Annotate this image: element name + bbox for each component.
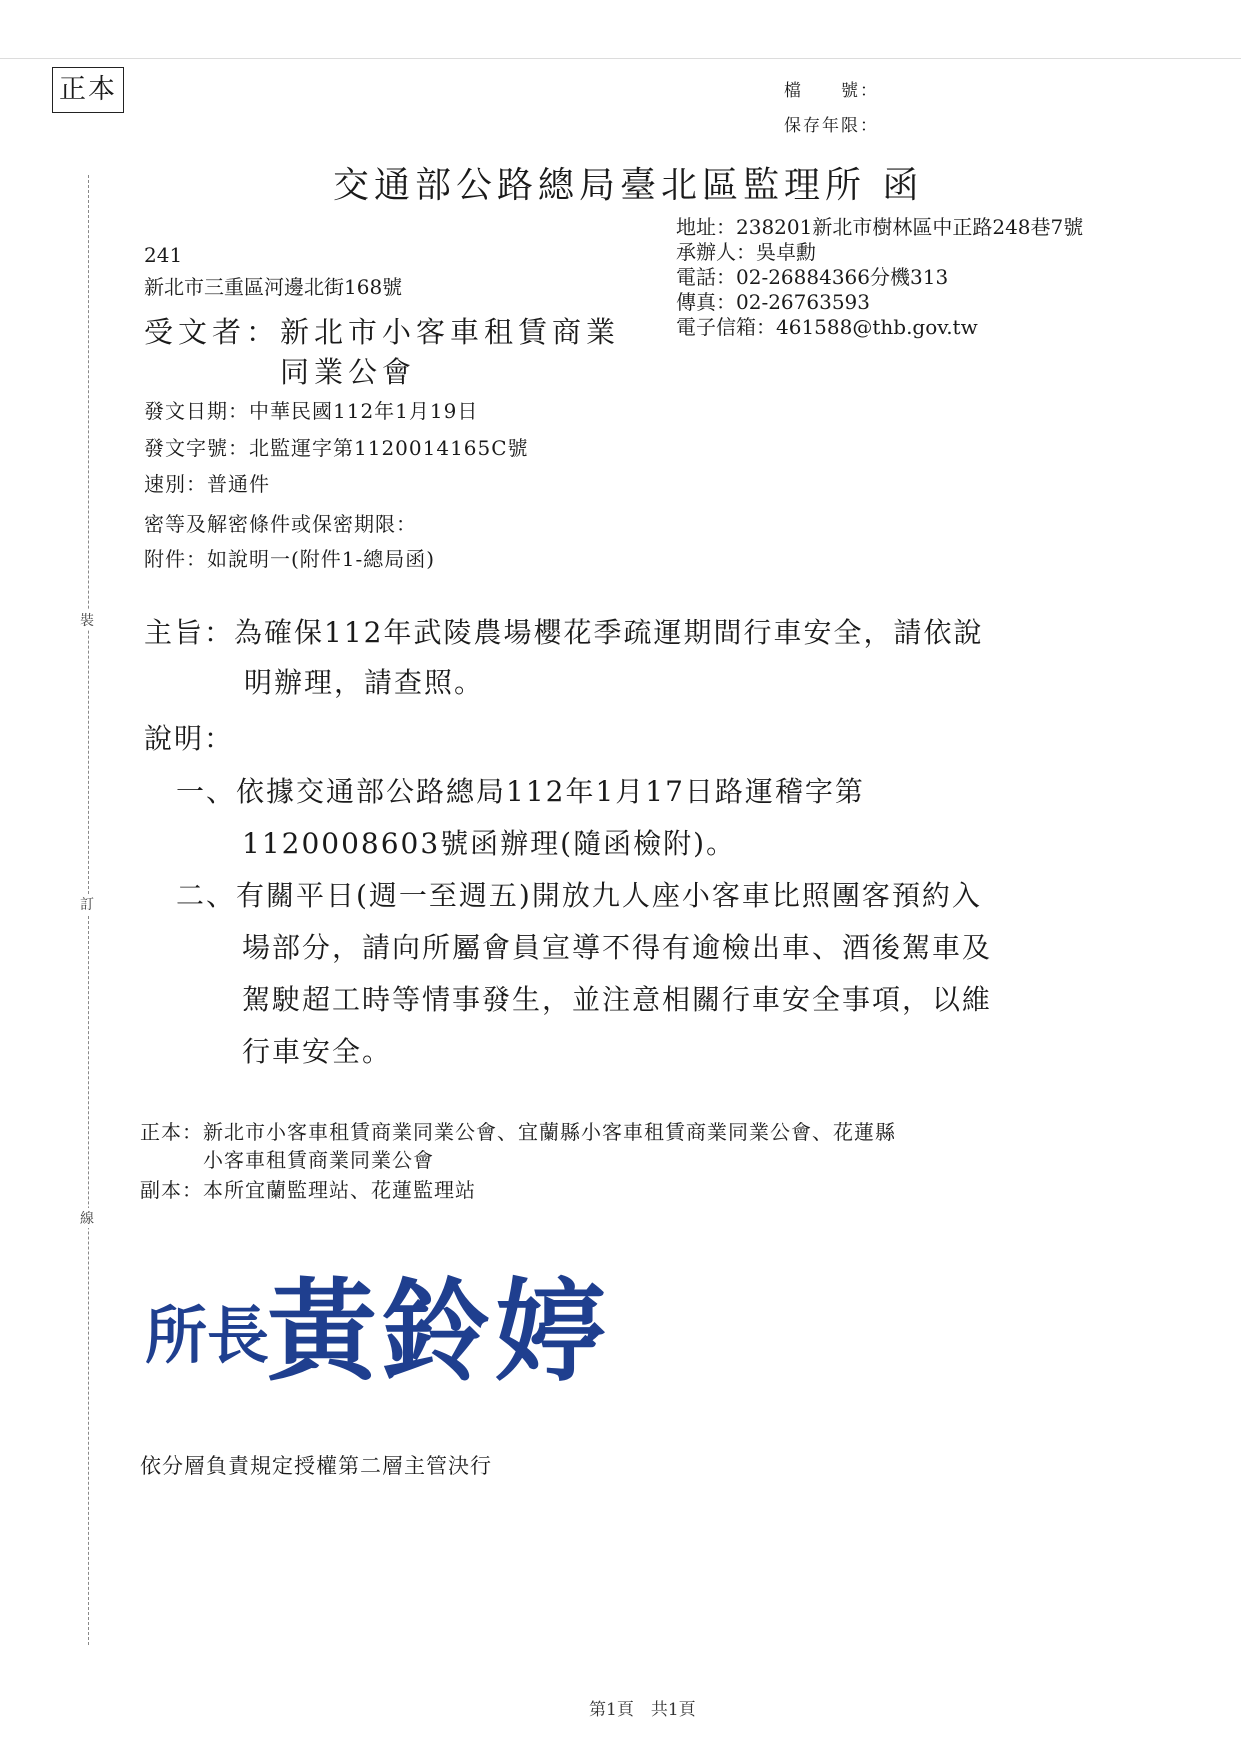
secrecy-level: 密等及解密條件或保密期限： [144,512,417,536]
authorization-note: 依分層負責規定授權第二層主管決行 [140,1454,492,1478]
sender-contact-block [676,215,1176,340]
explanation-heading: 說明： [144,722,235,755]
director-signature-stamp [145,1245,645,1395]
recipient-label-continued: 同業公會 [280,355,417,389]
sender-handler: 承辦人：吳卓勳 [676,240,816,264]
distribution-original [140,1118,896,1174]
distribution-original-line-1: 正本：新北市小客車租賃商業同業公會、宜蘭縣小客車租賃商業同業公會、花蓮縣 [140,1120,896,1144]
document-title: 交通部公路總局臺北區監理所 函 [333,165,924,206]
subject-line-2: 明辦理，請查照。 [244,666,485,699]
explanation-item-2-line-2: 場部分，請向所屬會員宣導不得有逾檢出車、酒後駕車及 [242,931,993,964]
file-number-label: 檔 號： [784,81,879,101]
subject-line-1: 主旨：為確保112年武陵農場櫻花季疏運期間行車安全，請依說 [144,616,984,649]
recipient-postal-code: 241 [144,243,183,267]
subject-block [144,608,1094,708]
explanation-item-1-line-2: 1120008603號函辦理(隨函檢附)。 [242,827,736,860]
attachment-info: 附件：如說明一(附件1-總局函) [144,547,436,571]
distribution-copy: 副本：本所宜蘭監理站、花蓮監理站 [140,1178,476,1202]
distribution-original-line-2: 小客車租賃商業同業公會 [140,1148,434,1172]
recipient-address: 新北市三重區河邊北街168號 [144,275,403,299]
page-number: 第1頁 共1頁 [589,1700,696,1720]
signature-name: 黃鈴婷 [267,1267,609,1395]
explanation-item-2-line-3: 駕駛超工時等情事發生，並注意相關行車安全事項，以維 [242,983,993,1016]
recipient-label: 受文者：新北市小客車租賃商業 [144,315,621,349]
document-number: 發文字號：北監運字第1120014165C號 [144,436,529,460]
margin-char-bind: 裝 [80,610,94,630]
signature-title: 所長 [145,1299,270,1372]
explanation-item-1 [176,766,1096,870]
margin-char-staple: 訂 [80,894,94,914]
margin-char-line: 線 [80,1208,94,1228]
retention-period-label: 保存年限： [784,116,879,136]
sender-email: 電子信箱：461588@thb.gov.tw [676,315,978,339]
recipient-block [144,312,664,392]
sender-fax: 傳真：02-26763593 [676,290,871,314]
delivery-speed: 速別：普通件 [144,472,270,496]
top-rule [0,58,1241,59]
original-stamp-box: 正本 [52,67,124,113]
explanation-item-1-line-1: 一、依據交通部公路總局112年1月17日路運稽字第 [176,775,865,808]
issue-date: 發文日期：中華民國112年1月19日 [144,399,479,423]
explanation-item-2 [176,870,1096,1078]
sender-phone: 電話：02-26884366分機313 [676,265,949,289]
sender-address: 地址：238201新北市樹林區中正路248巷7號 [676,215,1084,239]
explanation-item-2-line-1: 二、有關平日(週一至週五)開放九人座小客車比照團客預約入 [176,879,982,912]
explanation-item-2-line-4: 行車安全。 [242,1035,393,1068]
